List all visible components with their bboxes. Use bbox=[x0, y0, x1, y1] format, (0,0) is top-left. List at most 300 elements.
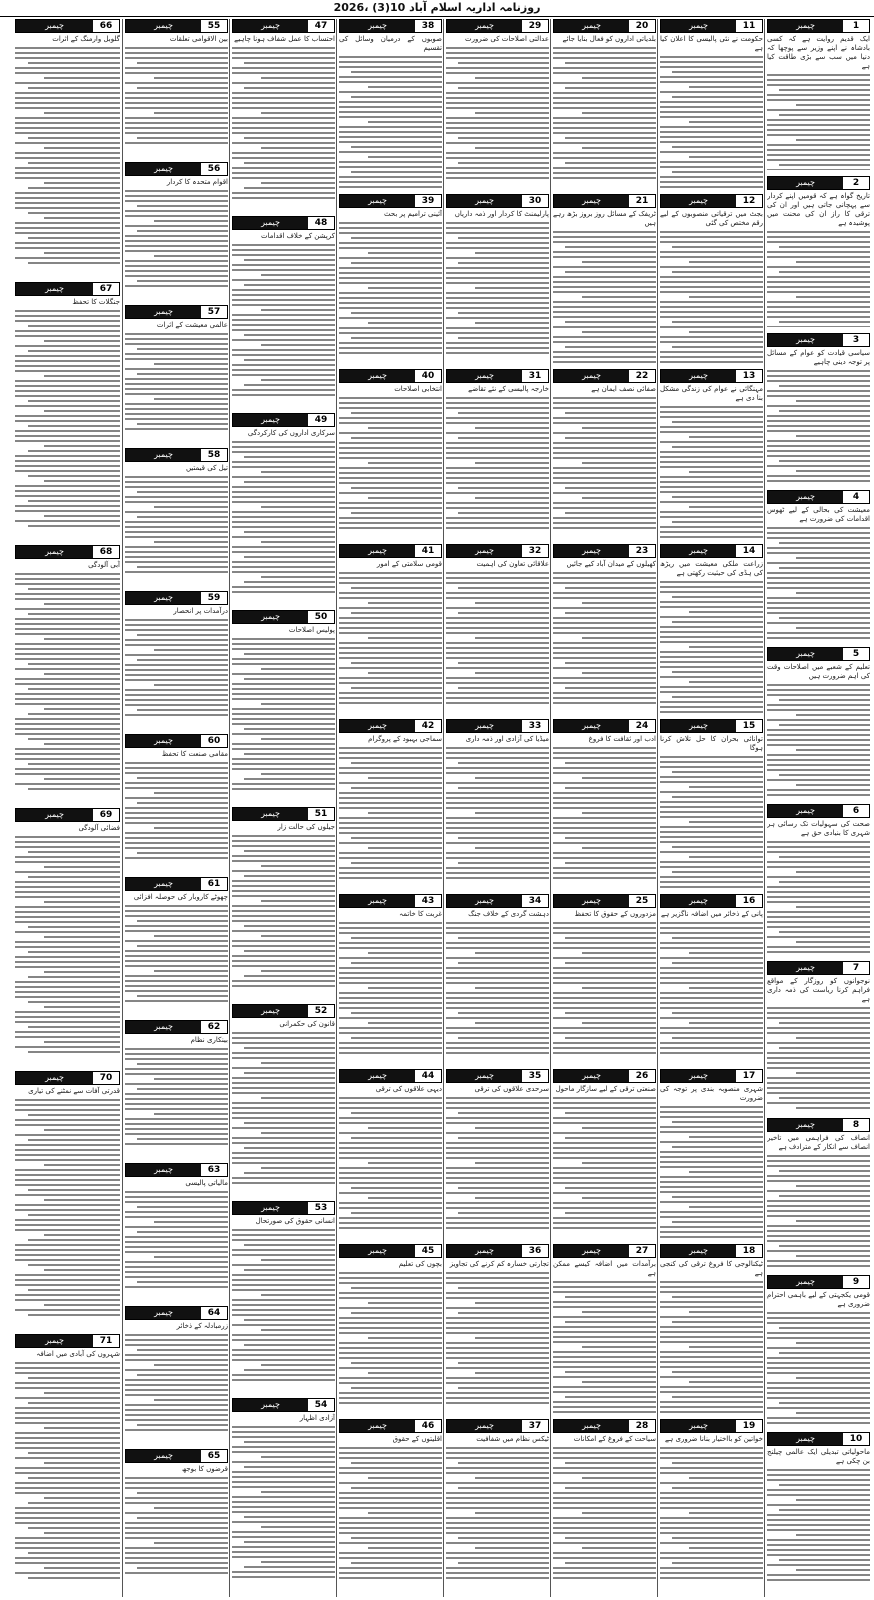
text-line bbox=[796, 1185, 870, 1187]
text-line bbox=[553, 822, 656, 824]
text-line bbox=[351, 1212, 442, 1214]
text-line bbox=[15, 1417, 120, 1419]
text-line bbox=[125, 338, 228, 340]
text-line bbox=[15, 1482, 120, 1484]
text-line bbox=[458, 62, 549, 64]
text-line bbox=[232, 1137, 335, 1139]
text-lines bbox=[446, 1447, 549, 1579]
text-line bbox=[15, 455, 120, 457]
text-line bbox=[244, 1072, 335, 1074]
text-line bbox=[15, 1124, 120, 1126]
text-line bbox=[565, 1462, 656, 1464]
text-line bbox=[232, 673, 335, 675]
text-line bbox=[660, 161, 763, 163]
text-line bbox=[232, 92, 335, 94]
column bbox=[764, 19, 872, 1597]
text-line bbox=[767, 241, 870, 243]
article-section bbox=[125, 19, 228, 156]
text-line bbox=[125, 762, 228, 764]
text-line bbox=[15, 748, 120, 750]
text-line bbox=[582, 296, 656, 298]
text-lines bbox=[125, 476, 228, 573]
text-lines bbox=[660, 56, 763, 188]
text-line bbox=[351, 1287, 442, 1289]
text-line bbox=[767, 1225, 870, 1227]
text-line bbox=[28, 162, 120, 164]
text-line bbox=[44, 1567, 120, 1569]
text-line bbox=[125, 669, 228, 671]
text-lines bbox=[553, 922, 656, 1054]
text-line bbox=[125, 1389, 228, 1391]
text-line bbox=[767, 79, 870, 81]
text-line bbox=[779, 271, 870, 273]
text-line bbox=[232, 466, 335, 468]
text-line bbox=[660, 1497, 763, 1499]
text-line bbox=[446, 692, 549, 694]
text-line bbox=[28, 425, 120, 427]
text-line bbox=[582, 1477, 656, 1479]
section-header bbox=[660, 369, 763, 383]
text-line bbox=[339, 877, 442, 879]
text-line bbox=[475, 777, 549, 779]
article-section bbox=[553, 1244, 656, 1413]
section-label: چیمبر bbox=[126, 1450, 201, 1462]
text-line bbox=[154, 792, 228, 794]
section-label: چیمبر bbox=[447, 895, 522, 907]
text-line bbox=[44, 112, 120, 114]
text-line bbox=[15, 698, 120, 700]
text-line bbox=[553, 527, 656, 529]
text-line bbox=[232, 1359, 335, 1361]
text-lines bbox=[767, 1007, 870, 1112]
text-line bbox=[672, 71, 763, 73]
text-line bbox=[232, 1254, 335, 1256]
text-line bbox=[15, 1562, 120, 1564]
text-line bbox=[553, 1482, 656, 1484]
text-line bbox=[232, 1334, 335, 1336]
text-line bbox=[779, 1402, 870, 1404]
section-label: چیمبر bbox=[661, 1070, 736, 1082]
text-line bbox=[458, 1487, 549, 1489]
text-line bbox=[767, 866, 870, 868]
text-line bbox=[232, 1496, 335, 1498]
text-line bbox=[796, 1499, 870, 1501]
text-line bbox=[232, 733, 335, 735]
section-label: چیمبر bbox=[126, 449, 201, 461]
section-label: چیمبر bbox=[661, 545, 736, 557]
text-line bbox=[553, 1207, 656, 1209]
text-line bbox=[796, 592, 870, 594]
text-line bbox=[553, 336, 656, 338]
text-line bbox=[28, 851, 120, 853]
text-line bbox=[232, 1092, 335, 1094]
text-line bbox=[660, 886, 763, 888]
text-line bbox=[44, 1269, 120, 1271]
text-line bbox=[125, 1527, 228, 1529]
text-line bbox=[796, 714, 870, 716]
text-line bbox=[767, 231, 870, 233]
text-line bbox=[339, 1472, 442, 1474]
text-line bbox=[767, 739, 870, 741]
text-line bbox=[779, 1352, 870, 1354]
text-line bbox=[232, 254, 335, 256]
text-lines bbox=[125, 619, 228, 716]
section-header bbox=[660, 719, 763, 733]
text-line bbox=[672, 621, 763, 623]
text-line bbox=[137, 62, 228, 64]
text-line bbox=[137, 373, 228, 375]
section-number: 14 bbox=[736, 545, 762, 557]
section-header bbox=[125, 1163, 228, 1177]
text-line bbox=[660, 531, 763, 533]
text-line bbox=[15, 578, 120, 580]
text-line bbox=[446, 1167, 549, 1169]
text-line bbox=[660, 236, 763, 238]
text-line bbox=[475, 672, 549, 674]
text-line bbox=[137, 230, 228, 232]
text-line bbox=[553, 1097, 656, 1099]
text-line bbox=[553, 107, 656, 109]
text-line bbox=[660, 881, 763, 883]
text-line bbox=[125, 1226, 228, 1228]
text-line bbox=[767, 779, 870, 781]
text-line bbox=[553, 102, 656, 104]
text-line bbox=[339, 1332, 442, 1334]
text-line bbox=[339, 81, 442, 83]
text-line bbox=[368, 1512, 442, 1514]
text-line bbox=[553, 947, 656, 949]
text-line bbox=[660, 1291, 763, 1293]
text-line bbox=[565, 87, 656, 89]
section-number: 39 bbox=[415, 195, 441, 207]
text-line bbox=[446, 302, 549, 304]
text-line bbox=[154, 1221, 228, 1223]
text-line bbox=[368, 812, 442, 814]
text-line bbox=[446, 1382, 549, 1384]
text-line bbox=[767, 876, 870, 878]
text-line bbox=[446, 1467, 549, 1469]
section-number: 3 bbox=[843, 334, 869, 346]
text-line bbox=[553, 152, 656, 154]
text-line bbox=[339, 1532, 442, 1534]
text-line bbox=[446, 82, 549, 84]
text-line bbox=[660, 66, 763, 68]
text-line bbox=[125, 1098, 228, 1100]
text-line bbox=[261, 541, 335, 543]
text-line bbox=[660, 511, 763, 513]
text-line bbox=[553, 977, 656, 979]
section-header bbox=[767, 333, 870, 347]
text-line bbox=[125, 250, 228, 252]
text-line bbox=[660, 586, 763, 588]
text-line bbox=[446, 617, 549, 619]
text-line bbox=[232, 349, 335, 351]
text-line bbox=[767, 1322, 870, 1324]
text-line bbox=[446, 52, 549, 54]
text-line bbox=[339, 757, 442, 759]
text-line bbox=[767, 896, 870, 898]
text-line bbox=[660, 186, 763, 188]
text-line bbox=[44, 673, 120, 675]
text-line bbox=[125, 343, 228, 345]
text-line bbox=[15, 981, 120, 983]
section-header bbox=[446, 1244, 549, 1258]
text-line bbox=[125, 857, 228, 859]
text-line bbox=[125, 418, 228, 420]
text-line bbox=[767, 455, 870, 457]
text-line bbox=[660, 426, 763, 428]
text-line bbox=[475, 1477, 549, 1479]
text-line bbox=[689, 1206, 763, 1208]
text-line bbox=[339, 747, 442, 749]
text-line bbox=[15, 330, 120, 332]
text-line bbox=[125, 965, 228, 967]
text-line bbox=[660, 356, 763, 358]
text-line bbox=[475, 427, 549, 429]
text-lines bbox=[553, 231, 656, 363]
text-line bbox=[368, 1127, 442, 1129]
text-line bbox=[232, 718, 335, 720]
text-line bbox=[660, 1301, 763, 1303]
text-line bbox=[446, 992, 549, 994]
text-line bbox=[553, 1142, 656, 1144]
text-line bbox=[767, 1042, 870, 1044]
text-line bbox=[446, 157, 549, 159]
text-line bbox=[475, 1302, 549, 1304]
text-line bbox=[553, 932, 656, 934]
text-line bbox=[446, 927, 549, 929]
text-line bbox=[767, 532, 870, 534]
text-line bbox=[553, 1457, 656, 1459]
text-line bbox=[767, 154, 870, 156]
text-line bbox=[351, 1462, 442, 1464]
text-line bbox=[339, 247, 442, 249]
text-line bbox=[232, 1536, 335, 1538]
text-line bbox=[660, 441, 763, 443]
text-line bbox=[446, 682, 549, 684]
text-line bbox=[232, 905, 335, 907]
text-line bbox=[232, 446, 335, 448]
text-line bbox=[446, 432, 549, 434]
text-line bbox=[137, 1374, 228, 1376]
text-line bbox=[553, 132, 656, 134]
text-line bbox=[15, 1299, 120, 1301]
text-line bbox=[553, 1107, 656, 1109]
article-text: آبی آلودگی bbox=[88, 561, 120, 569]
text-line bbox=[232, 1481, 335, 1483]
text-line bbox=[446, 1472, 549, 1474]
text-line bbox=[565, 1371, 656, 1373]
text-lines bbox=[553, 572, 656, 704]
text-line bbox=[15, 72, 120, 74]
text-line bbox=[553, 1122, 656, 1124]
text-line bbox=[660, 661, 763, 663]
text-line bbox=[446, 582, 549, 584]
text-line bbox=[15, 1362, 120, 1364]
text-line bbox=[475, 1197, 549, 1199]
article-section bbox=[125, 591, 228, 728]
text-line bbox=[15, 1507, 120, 1509]
text-line bbox=[339, 176, 442, 178]
text-line bbox=[15, 891, 120, 893]
section-label: چیمبر bbox=[554, 195, 629, 207]
text-line bbox=[232, 97, 335, 99]
article-section bbox=[446, 194, 549, 363]
text-line bbox=[672, 1487, 763, 1489]
text-line bbox=[125, 285, 228, 287]
text-line bbox=[15, 142, 120, 144]
section-number: 17 bbox=[736, 1070, 762, 1082]
section-header bbox=[232, 19, 335, 33]
text-line bbox=[15, 996, 120, 998]
text-line bbox=[553, 772, 656, 774]
text-line bbox=[261, 1294, 335, 1296]
text-line bbox=[660, 1032, 763, 1034]
text-line bbox=[446, 272, 549, 274]
text-line bbox=[553, 341, 656, 343]
section-number: 46 bbox=[415, 1420, 441, 1432]
text-line bbox=[261, 309, 335, 311]
text-line bbox=[125, 240, 228, 242]
text-line bbox=[15, 202, 120, 204]
text-line bbox=[796, 941, 870, 943]
text-line bbox=[446, 657, 549, 659]
text-line bbox=[351, 1012, 442, 1014]
text-line bbox=[339, 307, 442, 309]
text-line bbox=[767, 1469, 870, 1471]
section-label: چیمبر bbox=[16, 809, 93, 821]
text-line bbox=[232, 1264, 335, 1266]
text-line bbox=[261, 1526, 335, 1528]
section-number: 42 bbox=[415, 720, 441, 732]
section-number: 16 bbox=[736, 895, 762, 907]
text-line bbox=[232, 294, 335, 296]
text-line bbox=[796, 139, 870, 141]
text-line bbox=[232, 249, 335, 251]
section-label: چیمبر bbox=[768, 1119, 843, 1131]
text-line bbox=[446, 1007, 549, 1009]
text-line bbox=[125, 190, 228, 192]
text-line bbox=[553, 1306, 656, 1308]
text-line bbox=[672, 1037, 763, 1039]
text-line bbox=[767, 1260, 870, 1262]
text-line bbox=[565, 1112, 656, 1114]
text-line bbox=[458, 162, 549, 164]
text-line bbox=[244, 531, 335, 533]
text-line bbox=[689, 261, 763, 263]
text-line bbox=[125, 1572, 228, 1574]
text-line bbox=[446, 1117, 549, 1119]
text-line bbox=[125, 102, 228, 104]
section-header bbox=[232, 1201, 335, 1215]
text-line bbox=[672, 346, 763, 348]
text-line bbox=[660, 876, 763, 878]
text-line bbox=[125, 822, 228, 824]
text-line bbox=[446, 1567, 549, 1569]
text-line bbox=[244, 187, 335, 189]
text-line bbox=[137, 1063, 228, 1065]
text-line bbox=[244, 1319, 335, 1321]
text-line bbox=[44, 1532, 120, 1534]
article-text: ماحولیاتی تبدیلی ایک عالمی چیلنج بن چکی ہے bbox=[767, 1448, 870, 1465]
text-line bbox=[339, 932, 442, 934]
text-line bbox=[244, 556, 335, 558]
section-label: چیمبر bbox=[447, 1070, 522, 1082]
text-line bbox=[339, 1357, 442, 1359]
text-line bbox=[660, 766, 763, 768]
text-lines bbox=[767, 841, 870, 953]
text-line bbox=[44, 936, 120, 938]
text-line bbox=[767, 582, 870, 584]
text-line bbox=[796, 871, 870, 873]
text-line bbox=[125, 1414, 228, 1416]
text-line bbox=[660, 1356, 763, 1358]
article-section bbox=[446, 544, 549, 713]
text-line bbox=[446, 317, 549, 319]
article-text: زرمبادلہ کے ذخائر bbox=[176, 1322, 228, 1330]
text-line bbox=[660, 691, 763, 693]
text-line bbox=[232, 890, 335, 892]
text-line bbox=[553, 577, 656, 579]
text-line bbox=[125, 807, 228, 809]
article-section bbox=[339, 1069, 442, 1238]
text-line bbox=[125, 235, 228, 237]
text-line bbox=[339, 1157, 442, 1159]
text-line bbox=[446, 1192, 549, 1194]
section-label: چیمبر bbox=[661, 195, 736, 207]
text-line bbox=[15, 430, 120, 432]
text-line bbox=[232, 501, 335, 503]
text-line bbox=[232, 748, 335, 750]
text-line bbox=[339, 317, 442, 319]
text-line bbox=[339, 277, 442, 279]
text-line bbox=[446, 107, 549, 109]
text-line bbox=[767, 1165, 870, 1167]
text-line bbox=[446, 842, 549, 844]
text-line bbox=[553, 177, 656, 179]
section-label: چیمبر bbox=[554, 720, 629, 732]
text-line bbox=[15, 1011, 120, 1013]
text-line bbox=[339, 1292, 442, 1294]
text-lines bbox=[553, 1447, 656, 1579]
section-number: 71 bbox=[93, 1335, 119, 1347]
text-line bbox=[446, 1527, 549, 1529]
text-line bbox=[446, 1352, 549, 1354]
text-line bbox=[125, 842, 228, 844]
section-header bbox=[232, 807, 335, 821]
newspaper-page bbox=[3, 19, 871, 1597]
text-line bbox=[553, 1572, 656, 1574]
text-line bbox=[15, 415, 120, 417]
text-line bbox=[446, 1017, 549, 1019]
text-line bbox=[44, 515, 120, 517]
text-line bbox=[15, 490, 120, 492]
text-line bbox=[672, 496, 763, 498]
article-section bbox=[125, 877, 228, 1014]
text-line bbox=[767, 440, 870, 442]
text-line bbox=[553, 1351, 656, 1353]
text-line bbox=[660, 972, 763, 974]
text-line bbox=[339, 832, 442, 834]
text-line bbox=[351, 1562, 442, 1564]
text-line bbox=[339, 477, 442, 479]
text-line bbox=[446, 997, 549, 999]
section-number: 34 bbox=[522, 895, 548, 907]
text-line bbox=[28, 475, 120, 477]
text-line bbox=[137, 634, 228, 636]
text-line bbox=[553, 1147, 656, 1149]
text-line bbox=[244, 728, 335, 730]
